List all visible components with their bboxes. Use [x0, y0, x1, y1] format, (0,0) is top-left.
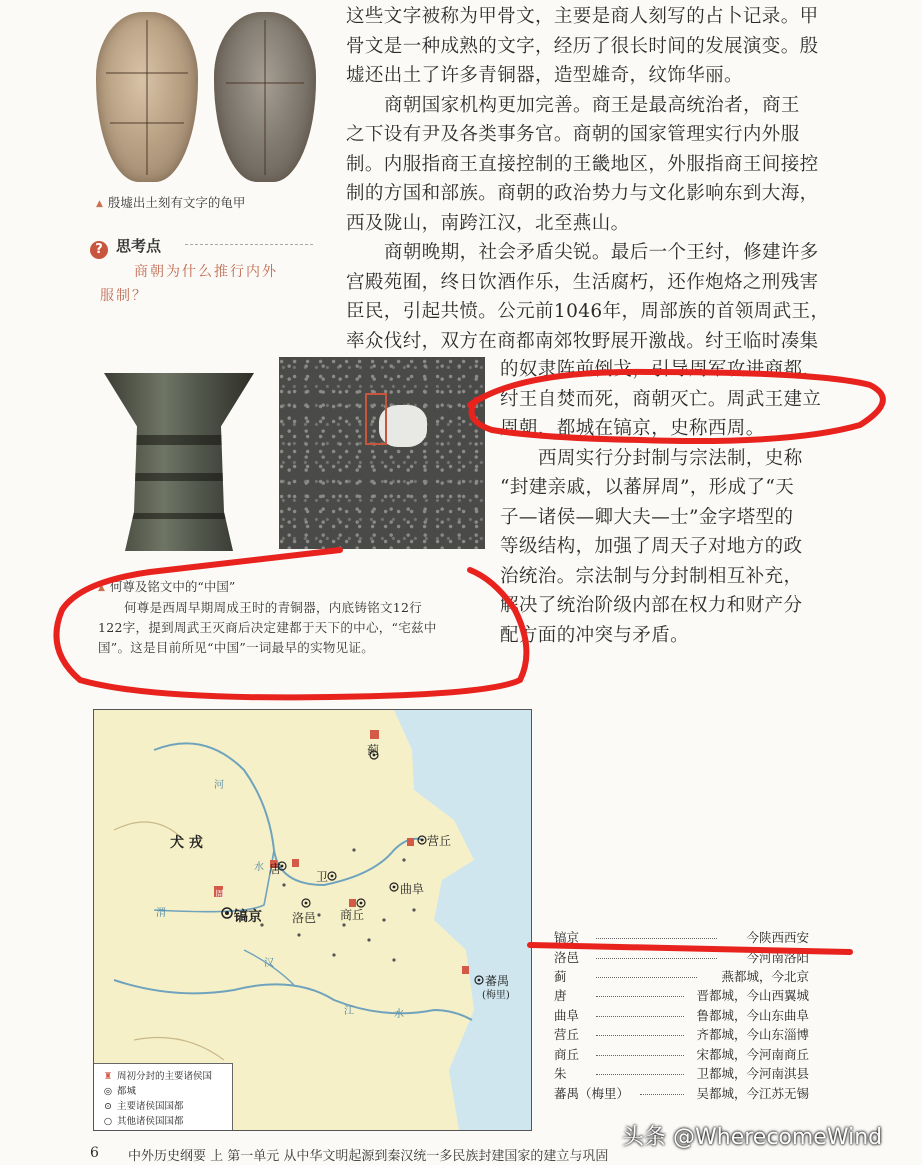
text-line: 的奴隶阵前倒戈，引导周军攻进商都， [500, 359, 822, 380]
map-label-ji: 蓟 [367, 743, 380, 757]
map-legend [94, 1063, 233, 1130]
major-state-capital-icon: ⊙ [104, 1101, 112, 1112]
text-line: 等级结构，加强了周天子对地方的政 [500, 536, 803, 557]
map-label-wei-river: 渭 [156, 908, 166, 919]
oracle-bone-shell-left [96, 12, 198, 182]
map-label-shui2: 水 [394, 1009, 404, 1020]
text-line: 骨文是一种成熟的文字，经历了很长时间的发展演变。殷 [346, 35, 819, 57]
page-footer: 中外历史纲要 上 第一单元 从中华文明起源到秦汉统一多民族封建国家的建立与巩固 [128, 1149, 609, 1164]
text-line: 之下设有尹及各类事务官。商朝的国家管理实行内外服 [346, 124, 800, 145]
text-line: 纣王自焚而死，商朝灭亡。周武王建立 [500, 388, 822, 410]
he-zun-bronze-vessel [104, 373, 254, 551]
map-label-panyu: 蕃禺 [485, 974, 510, 988]
map-label-meili: (梅里) [482, 990, 510, 1001]
text-line: 商朝晚期，社会矛盾尖锐。最后一个王纣，修建许多 [384, 242, 819, 263]
yellow-river [154, 743, 424, 885]
text-line: 治统治。宗法制与分封制相互补充， [500, 565, 803, 587]
minor-state-capital-icon: ○ [103, 1116, 113, 1127]
text-line: 率众伐纣，双方在商都南郊牧野展开激战。纣王临时凑集 [346, 330, 819, 352]
watermark: 头条 @WherecomeWind [622, 1125, 883, 1150]
text-line: 这些文字被称为甲骨文，主要是商人刻写的占卜记录。甲 [346, 6, 819, 27]
figure2-title: ▲ 何尊及铭文中的“中国” [98, 579, 236, 594]
map-label-jiang: 江 [344, 1006, 354, 1017]
western-zhou-map [93, 709, 532, 1131]
map-label-tang: 唐 [269, 862, 282, 876]
main-text-middle [500, 355, 821, 650]
text-line: 臣民，引起共愤。公元前1046年，周部族的首领周武王， [346, 301, 830, 322]
text-line: 西及陇山，南跨江汉，北至燕山。 [346, 212, 630, 234]
yangtze-river [114, 980, 472, 1020]
legend-row: ♜ 周初分封的主要诸侯国 [103, 1071, 213, 1082]
text-line: 墟还出土了许多青铜器，造型雄奇，纹饰华丽。 [346, 65, 743, 86]
map-label-shui1: 水 [254, 862, 264, 873]
question-icon: ? [90, 241, 108, 259]
caption-triangle-icon: ▲ [98, 583, 105, 593]
text-line: 制。内服指商王直接控制的王畿地区，外服指商王间接控 [346, 153, 819, 175]
legend-row: ◎ 都城 [103, 1086, 137, 1097]
oracle-bone-shell-right [214, 12, 316, 182]
map-label-haojing: 镐京 [234, 909, 262, 925]
map-label-quanrong: 犬 戎 [170, 835, 203, 851]
map-label-wei: 卫 [316, 870, 329, 884]
text-line: 配方面的冲突与矛盾。 [500, 624, 690, 646]
caption-triangle-icon: ▲ [96, 199, 103, 209]
text-line: 制的方国和部族。商朝的政治势力与文化影响东到大海， [346, 183, 819, 204]
map-label-he: 河 [214, 780, 224, 791]
map-label-qufu: 曲阜 [400, 882, 425, 896]
map-label-shangqiu: 商丘 [340, 908, 365, 922]
figure2-description: 何尊是西周早期周成王时的青铜器，内底铸铭文12行 122字，提到周武王灭商后决定建都于天下的中心，“宅兹中 国”。这是目前所见“中国”一词最早的实物见证。 [98, 600, 437, 655]
figure1-caption: ▲ 殷墟出土刻有文字的龟甲 [96, 195, 246, 210]
fief-marker-icon: ♜ [103, 1071, 113, 1082]
zhongguo-highlight-box [365, 393, 387, 445]
main-text-top [346, 2, 829, 356]
think-point-rule [185, 244, 313, 245]
think-point-question: 商朝为什么推行内外 服制？ [100, 264, 278, 304]
text-line: 子—诸侯—卿大夫—士”金字塔型的 [500, 506, 794, 528]
legend-row: ○ 其他诸侯国国都 [103, 1116, 184, 1127]
page-number: 6 [90, 1145, 99, 1161]
text-line: 解决了统治阶级内部在权力和财产分 [500, 595, 803, 616]
legend-row: ⊙ 主要诸侯国国都 [102, 1098, 184, 1112]
sea-area [394, 710, 531, 1130]
map-label-zhou: 周 [215, 890, 225, 900]
text-line: 商朝国家机构更加完善。商王是最高统治者，商王 [384, 94, 800, 116]
think-point-heading: ? 思考点 [90, 235, 161, 259]
inscription-rubbing [279, 357, 485, 549]
text-line: 周朝，都城在镐京，史称西周。 [500, 418, 765, 439]
map-label-luoyi: 洛邑 [292, 911, 317, 925]
map-label-han: 汉 [264, 958, 274, 969]
capital-icon: ◎ [103, 1086, 113, 1097]
text-line: “封建亲戚，以蕃屏周”，形成了“天 [500, 477, 795, 498]
map-label-yingqiu: 营丘 [427, 834, 452, 848]
text-line: 宫殿苑囿，终日饮酒作乐，生活腐朽，还作炮烙之刑残害 [346, 271, 819, 293]
text-line: 西周实行分封制与宗法制，史称 [538, 447, 803, 469]
